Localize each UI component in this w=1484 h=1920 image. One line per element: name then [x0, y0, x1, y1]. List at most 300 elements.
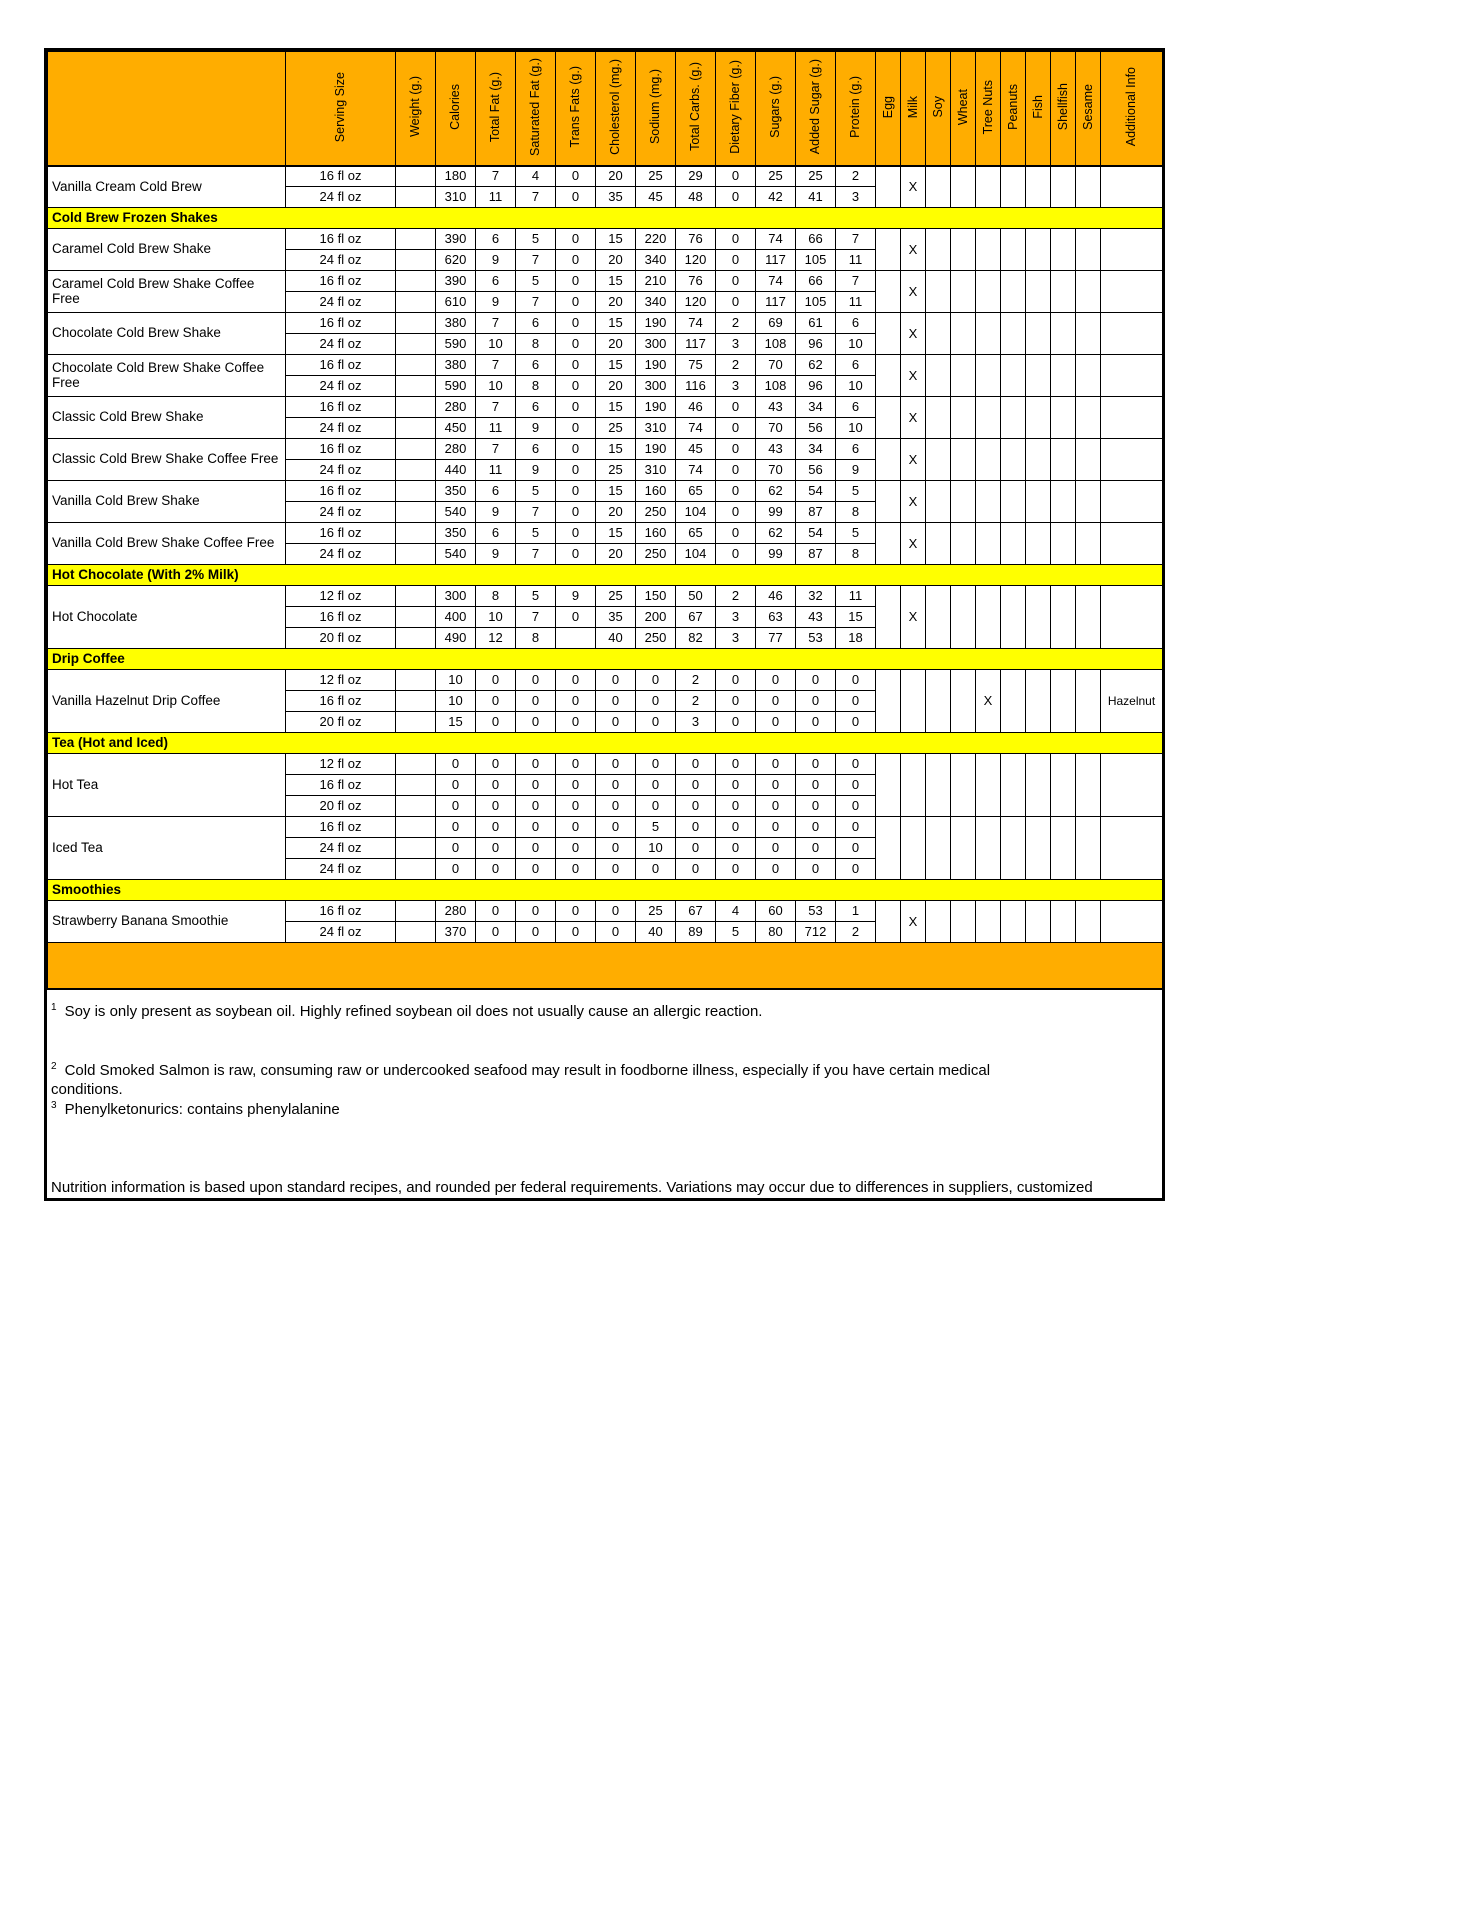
header-cell-egg	[876, 52, 901, 166]
allergen-cell-soy	[926, 355, 951, 397]
header-label: Fish	[1030, 94, 1045, 119]
product-name-cell: Caramel Cold Brew Shake	[48, 229, 286, 271]
value-cell: 0	[556, 292, 596, 313]
value-cell: 117	[756, 250, 796, 271]
value-cell: 40	[636, 922, 676, 943]
value-cell: 65	[676, 523, 716, 544]
value-cell: 20	[596, 292, 636, 313]
value-cell: 8	[516, 334, 556, 355]
header-label: Added Sugar (g.)	[808, 59, 823, 155]
header-cell-protein-g	[836, 52, 876, 166]
value-cell: 0	[476, 859, 516, 880]
value-cell: 12	[476, 628, 516, 649]
header-cell-trans-fats-g	[556, 52, 596, 166]
allergen-cell-sesame	[1076, 271, 1101, 313]
value-cell: 310	[636, 418, 676, 439]
header-label: Shellfish	[1055, 83, 1070, 131]
header-label: Milk	[905, 95, 920, 118]
value-cell: 6	[476, 229, 516, 250]
allergen-cell-wheat	[951, 523, 976, 565]
value-cell: 20	[596, 502, 636, 523]
allergen-cell-milk	[901, 670, 926, 733]
value-cell: 5	[516, 229, 556, 250]
value-cell: 0	[716, 166, 756, 187]
allergen-cell-tree-nuts	[976, 166, 1001, 208]
serving-size-cell: 20 fl oz	[286, 628, 396, 649]
serving-size-cell: 24 fl oz	[286, 187, 396, 208]
value-cell: 7	[476, 166, 516, 187]
table-row	[48, 817, 1163, 838]
value-cell: 11	[476, 187, 516, 208]
value-cell: 0	[556, 481, 596, 502]
allergen-cell-tree-nuts	[976, 586, 1001, 649]
value-cell: 7	[516, 250, 556, 271]
value-cell: 87	[796, 502, 836, 523]
value-cell	[396, 523, 436, 544]
value-cell: 0	[556, 418, 596, 439]
value-cell: 116	[676, 376, 716, 397]
allergen-cell-egg	[876, 817, 901, 880]
header-label: Wheat	[955, 88, 970, 125]
value-cell: 0	[636, 754, 676, 775]
allergen-cell-wheat	[951, 817, 976, 880]
allergen-cell-milk: X	[901, 313, 926, 355]
value-cell: 4	[516, 166, 556, 187]
value-cell: 15	[436, 712, 476, 733]
value-cell: 99	[756, 502, 796, 523]
additional-info-cell	[1101, 313, 1163, 355]
allergen-cell-peanuts	[1001, 586, 1026, 649]
nutrition-table-body	[48, 166, 1163, 989]
header-label: Sesame	[1080, 83, 1095, 130]
value-cell: 11	[476, 418, 516, 439]
allergen-cell-tree-nuts	[976, 817, 1001, 880]
additional-info-cell	[1101, 901, 1163, 943]
value-cell: 89	[676, 922, 716, 943]
value-cell: 0	[636, 859, 676, 880]
product-name-cell: Iced Tea	[48, 817, 286, 880]
allergen-cell-soy	[926, 271, 951, 313]
value-cell: 0	[596, 838, 636, 859]
value-cell: 450	[436, 418, 476, 439]
value-cell: 180	[436, 166, 476, 187]
value-cell	[396, 334, 436, 355]
allergen-cell-tree-nuts	[976, 523, 1001, 565]
allergen-cell-peanuts	[1001, 313, 1026, 355]
product-name-cell: Chocolate Cold Brew Shake	[48, 313, 286, 355]
value-cell	[396, 670, 436, 691]
allergen-cell-wheat	[951, 481, 976, 523]
serving-size-cell: 16 fl oz	[286, 166, 396, 187]
allergen-cell-soy	[926, 166, 951, 208]
value-cell: 0	[756, 859, 796, 880]
allergen-cell-sesame	[1076, 313, 1101, 355]
allergen-cell-sesame	[1076, 229, 1101, 271]
value-cell: 0	[596, 775, 636, 796]
value-cell: 590	[436, 376, 476, 397]
allergen-cell-soy	[926, 229, 951, 271]
allergen-cell-shellfish	[1051, 754, 1076, 817]
nutrition-document-frame	[44, 48, 1165, 1201]
value-cell: 7	[516, 502, 556, 523]
value-cell: 48	[676, 187, 716, 208]
value-cell: 45	[636, 187, 676, 208]
value-cell: 0	[556, 670, 596, 691]
value-cell	[396, 544, 436, 565]
header-label: Trans Fats (g.)	[568, 66, 583, 148]
value-cell: 2	[716, 586, 756, 607]
value-cell: 9	[476, 502, 516, 523]
value-cell	[396, 271, 436, 292]
section-row	[48, 565, 1163, 586]
allergen-cell-soy	[926, 901, 951, 943]
value-cell: 10	[476, 334, 516, 355]
allergen-cell-peanuts	[1001, 817, 1026, 880]
header-label: Soy	[930, 95, 945, 118]
value-cell: 0	[556, 754, 596, 775]
header-label: Cholesterol (mg.)	[608, 58, 623, 155]
value-cell	[396, 355, 436, 376]
value-cell: 0	[556, 166, 596, 187]
value-cell: 0	[556, 439, 596, 460]
value-cell: 0	[556, 502, 596, 523]
value-cell: 80	[756, 922, 796, 943]
allergen-cell-peanuts	[1001, 481, 1026, 523]
table-row	[48, 397, 1163, 418]
allergen-cell-peanuts	[1001, 355, 1026, 397]
value-cell: 0	[756, 670, 796, 691]
allergen-cell-egg	[876, 670, 901, 733]
value-cell: 340	[636, 250, 676, 271]
allergen-cell-fish	[1026, 397, 1051, 439]
value-cell: 2	[716, 313, 756, 334]
value-cell	[396, 586, 436, 607]
value-cell: 0	[556, 796, 596, 817]
allergen-cell-egg	[876, 439, 901, 481]
value-cell: 20	[596, 544, 636, 565]
header-cell-milk	[901, 52, 926, 166]
value-cell: 15	[596, 481, 636, 502]
value-cell: 105	[796, 250, 836, 271]
allergen-cell-tree-nuts	[976, 313, 1001, 355]
value-cell: 10	[476, 376, 516, 397]
serving-size-cell: 24 fl oz	[286, 418, 396, 439]
value-cell: 0	[436, 817, 476, 838]
value-cell: 63	[756, 607, 796, 628]
allergen-cell-wheat	[951, 355, 976, 397]
allergen-cell-fish	[1026, 229, 1051, 271]
value-cell: 0	[596, 817, 636, 838]
value-cell: 53	[796, 628, 836, 649]
value-cell: 0	[676, 775, 716, 796]
bottom-band	[48, 943, 1163, 989]
value-cell: 160	[636, 523, 676, 544]
serving-size-cell: 16 fl oz	[286, 817, 396, 838]
allergen-cell-fish	[1026, 313, 1051, 355]
value-cell: 0	[476, 922, 516, 943]
value-cell: 5	[516, 523, 556, 544]
product-name-cell: Classic Cold Brew Shake Coffee Free	[48, 439, 286, 481]
value-cell: 390	[436, 271, 476, 292]
value-cell: 9	[836, 460, 876, 481]
value-cell: 11	[476, 460, 516, 481]
allergen-cell-milk: X	[901, 355, 926, 397]
footnote-number: 3	[51, 1099, 57, 1111]
header-label: Dietary Fiber (g.)	[728, 59, 743, 154]
value-cell: 0	[716, 229, 756, 250]
value-cell	[396, 460, 436, 481]
value-cell: 0	[436, 775, 476, 796]
value-cell: 0	[716, 502, 756, 523]
header-label: Total Fat (g.)	[488, 71, 503, 142]
value-cell: 0	[716, 439, 756, 460]
value-cell: 0	[796, 691, 836, 712]
table-row	[48, 754, 1163, 775]
serving-size-cell: 16 fl oz	[286, 313, 396, 334]
section-header: Hot Chocolate (With 2% Milk)	[48, 565, 1163, 586]
value-cell: 5	[516, 271, 556, 292]
allergen-cell-tree-nuts	[976, 271, 1001, 313]
header-cell-total-fat-g	[476, 52, 516, 166]
value-cell: 0	[716, 817, 756, 838]
value-cell: 0	[716, 544, 756, 565]
value-cell	[396, 859, 436, 880]
value-cell: 10	[636, 838, 676, 859]
value-cell: 6	[516, 439, 556, 460]
value-cell: 6	[836, 313, 876, 334]
value-cell: 40	[596, 628, 636, 649]
value-cell: 74	[756, 271, 796, 292]
value-cell: 69	[756, 313, 796, 334]
value-cell: 20	[596, 376, 636, 397]
allergen-cell-fish	[1026, 523, 1051, 565]
value-cell: 0	[556, 607, 596, 628]
header-cell-shellfish	[1051, 52, 1076, 166]
value-cell: 62	[796, 355, 836, 376]
value-cell: 0	[796, 796, 836, 817]
value-cell: 60	[756, 901, 796, 922]
allergen-cell-tree-nuts	[976, 439, 1001, 481]
value-cell: 0	[636, 775, 676, 796]
value-cell: 0	[596, 712, 636, 733]
value-cell: 0	[556, 712, 596, 733]
value-cell: 0	[556, 460, 596, 481]
header-label: Saturated Fat (g.)	[528, 57, 543, 156]
allergen-cell-fish	[1026, 355, 1051, 397]
value-cell: 0	[836, 859, 876, 880]
value-cell: 350	[436, 481, 476, 502]
value-cell: 10	[436, 691, 476, 712]
value-cell: 0	[476, 775, 516, 796]
table-row	[48, 439, 1163, 460]
allergen-cell-fish	[1026, 754, 1051, 817]
value-cell: 0	[836, 838, 876, 859]
value-cell: 350	[436, 523, 476, 544]
value-cell	[396, 628, 436, 649]
allergen-cell-wheat	[951, 397, 976, 439]
value-cell: 6	[516, 313, 556, 334]
value-cell: 5	[516, 586, 556, 607]
value-cell: 0	[516, 859, 556, 880]
value-cell	[396, 712, 436, 733]
value-cell: 9	[556, 586, 596, 607]
value-cell: 0	[556, 838, 596, 859]
value-cell	[396, 313, 436, 334]
header-label: Sugars (g.)	[768, 75, 783, 138]
serving-size-cell: 12 fl oz	[286, 670, 396, 691]
value-cell: 104	[676, 502, 716, 523]
allergen-cell-soy	[926, 397, 951, 439]
value-cell: 104	[676, 544, 716, 565]
value-cell	[396, 166, 436, 187]
product-name-cell: Hot Tea	[48, 754, 286, 817]
serving-size-cell: 24 fl oz	[286, 376, 396, 397]
value-cell	[396, 502, 436, 523]
allergen-cell-fish	[1026, 817, 1051, 880]
value-cell: 0	[556, 376, 596, 397]
allergen-cell-soy	[926, 439, 951, 481]
allergen-cell-sesame	[1076, 901, 1101, 943]
value-cell: 0	[836, 670, 876, 691]
value-cell: 0	[836, 712, 876, 733]
value-cell: 34	[796, 439, 836, 460]
value-cell: 7	[516, 544, 556, 565]
value-cell: 0	[716, 523, 756, 544]
section-header: Tea (Hot and Iced)	[48, 733, 1163, 754]
value-cell: 0	[716, 460, 756, 481]
value-cell: 41	[796, 187, 836, 208]
value-cell: 9	[476, 544, 516, 565]
value-cell: 0	[676, 796, 716, 817]
serving-size-cell: 24 fl oz	[286, 334, 396, 355]
value-cell: 0	[556, 817, 596, 838]
value-cell: 0	[716, 754, 756, 775]
serving-size-cell: 16 fl oz	[286, 271, 396, 292]
value-cell: 0	[596, 859, 636, 880]
value-cell: 370	[436, 922, 476, 943]
product-name-cell: Classic Cold Brew Shake	[48, 397, 286, 439]
value-cell: 610	[436, 292, 476, 313]
additional-info-cell	[1101, 355, 1163, 397]
allergen-cell-peanuts	[1001, 229, 1026, 271]
allergen-cell-wheat	[951, 271, 976, 313]
allergen-cell-milk: X	[901, 271, 926, 313]
allergen-cell-tree-nuts: X	[976, 670, 1001, 733]
allergen-cell-shellfish	[1051, 271, 1076, 313]
value-cell: 20	[596, 250, 636, 271]
allergen-cell-fish	[1026, 670, 1051, 733]
value-cell: 2	[676, 691, 716, 712]
value-cell: 0	[556, 775, 596, 796]
value-cell: 150	[636, 586, 676, 607]
value-cell: 0	[796, 838, 836, 859]
value-cell: 0	[716, 691, 756, 712]
footnote-salmon	[51, 1061, 1056, 1100]
value-cell: 20	[596, 166, 636, 187]
value-cell: 0	[556, 313, 596, 334]
value-cell: 15	[596, 271, 636, 292]
table-header	[48, 52, 1163, 166]
value-cell: 190	[636, 355, 676, 376]
value-cell	[396, 229, 436, 250]
value-cell: 3	[716, 628, 756, 649]
additional-info-cell	[1101, 817, 1163, 880]
value-cell: 0	[476, 901, 516, 922]
header-cell-dietary-fiber-g	[716, 52, 756, 166]
serving-size-cell: 16 fl oz	[286, 901, 396, 922]
value-cell: 380	[436, 355, 476, 376]
value-cell: 2	[836, 166, 876, 187]
table-row	[48, 523, 1163, 544]
header-label: Peanuts	[1005, 83, 1020, 130]
value-cell: 15	[836, 607, 876, 628]
allergen-cell-wheat	[951, 439, 976, 481]
value-cell: 74	[676, 313, 716, 334]
footnotes-section	[47, 1002, 1162, 1198]
value-cell	[396, 418, 436, 439]
value-cell	[396, 901, 436, 922]
additional-info-cell	[1101, 439, 1163, 481]
value-cell: 7	[476, 397, 516, 418]
value-cell: 0	[556, 229, 596, 250]
value-cell: 67	[676, 607, 716, 628]
value-cell: 540	[436, 502, 476, 523]
value-cell: 0	[756, 691, 796, 712]
value-cell: 54	[796, 481, 836, 502]
value-cell: 120	[676, 250, 716, 271]
value-cell: 74	[756, 229, 796, 250]
value-cell: 10	[476, 607, 516, 628]
allergen-cell-egg	[876, 754, 901, 817]
value-cell: 0	[716, 775, 756, 796]
section-row	[48, 649, 1163, 670]
allergen-cell-peanuts	[1001, 397, 1026, 439]
value-cell: 0	[836, 775, 876, 796]
allergen-cell-egg	[876, 229, 901, 271]
value-cell: 3	[716, 376, 756, 397]
value-cell: 0	[516, 922, 556, 943]
allergen-cell-soy	[926, 670, 951, 733]
value-cell: 0	[516, 796, 556, 817]
allergen-cell-egg	[876, 313, 901, 355]
header-label: Tree Nuts	[980, 79, 995, 134]
value-cell: 8	[516, 376, 556, 397]
header-label: Calories	[448, 83, 463, 130]
allergen-cell-milk: X	[901, 481, 926, 523]
allergen-cell-milk	[901, 817, 926, 880]
value-cell: 0	[636, 712, 676, 733]
value-cell: 0	[476, 670, 516, 691]
value-cell: 0	[556, 271, 596, 292]
allergen-cell-milk: X	[901, 229, 926, 271]
allergen-cell-wheat	[951, 901, 976, 943]
value-cell: 32	[796, 586, 836, 607]
allergen-cell-wheat	[951, 313, 976, 355]
value-cell: 9	[516, 460, 556, 481]
additional-info-cell	[1101, 523, 1163, 565]
allergen-cell-shellfish	[1051, 397, 1076, 439]
value-cell: 11	[836, 292, 876, 313]
value-cell: 6	[836, 439, 876, 460]
serving-size-cell: 12 fl oz	[286, 754, 396, 775]
value-cell: 380	[436, 313, 476, 334]
allergen-cell-shellfish	[1051, 901, 1076, 943]
value-cell: 108	[756, 334, 796, 355]
allergen-cell-tree-nuts	[976, 397, 1001, 439]
allergen-cell-egg	[876, 523, 901, 565]
allergen-cell-sesame	[1076, 481, 1101, 523]
allergen-cell-peanuts	[1001, 901, 1026, 943]
